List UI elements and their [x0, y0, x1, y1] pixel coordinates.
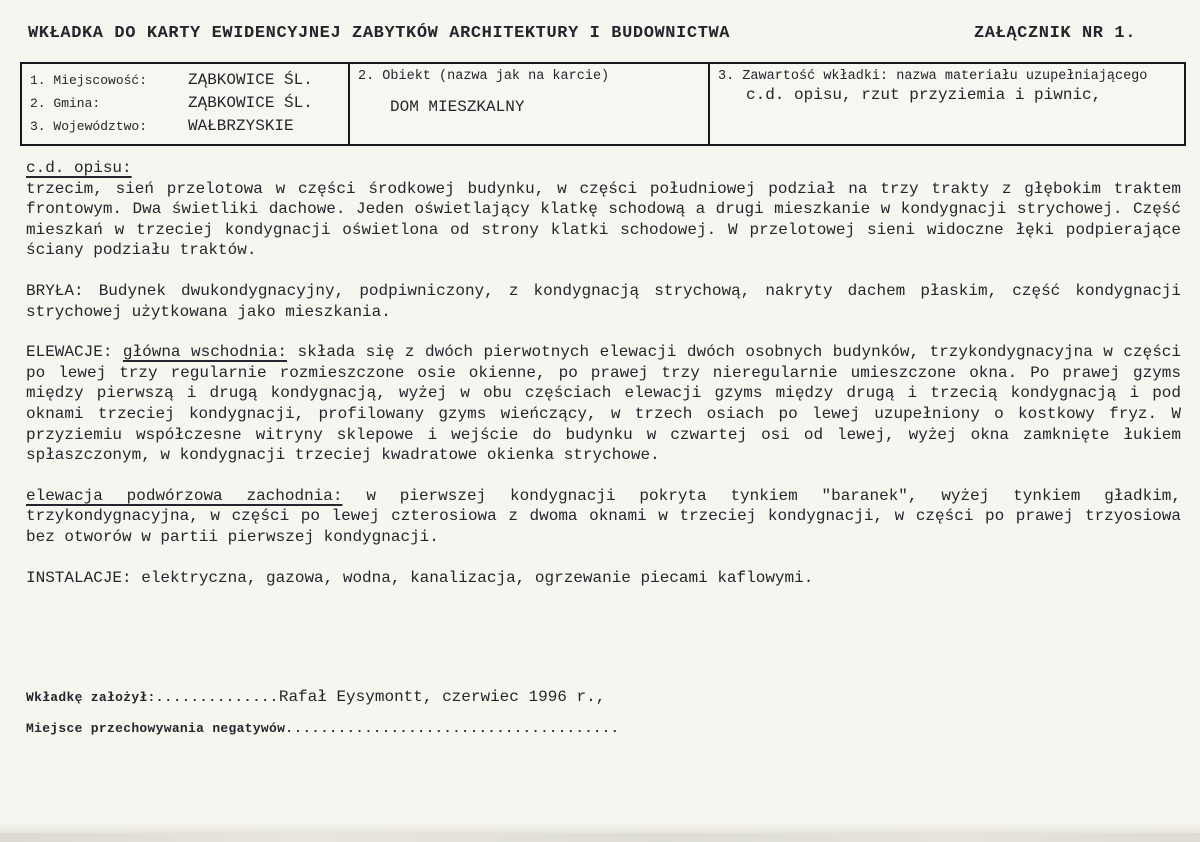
- paragraph-elewacja-zachodnia: [26, 486, 1181, 548]
- scan-edge-shadow: [0, 823, 1200, 833]
- paragraph-elewacje: [26, 342, 1181, 466]
- field-value-wojewodztwo: WAŁBRZYSKIE: [188, 117, 294, 135]
- paragraph-opis: trzecim, sień przelotowa w części środkowej budynku, w części południowej podział na trzy trakty z głębokim traktem frontowym. Dwa świetliki dachowe. Jeden oświetlający klatkę schodową a drugi mieszkanie w kondygnacji strychowej. Część mieszkań w trzeciej kondygnacji oświetlona od strony klatki schodowej. W przelotowej sieni widoczne łęki podpierające ściany podziału traktów.: [26, 179, 1181, 260]
- cell-contents: [708, 64, 1184, 144]
- elewacje-underlined-lead: główna wschodnia:: [122, 343, 288, 362]
- author-dots: ..............: [155, 690, 279, 706]
- negatives-line: [26, 719, 1186, 737]
- contents-label: 3. Zawartość wkładki: nazwa materiału uzupełniającego: [718, 69, 1148, 84]
- field-value-miejscowosc: ZĄBKOWICE ŚL.: [188, 71, 313, 89]
- object-value: DOM MIESZKALNY: [390, 98, 525, 116]
- scan-edge: [0, 833, 1200, 842]
- elewacje-prefix: ELEWACJE:: [26, 343, 123, 362]
- author-value: Rafał Eysymontt, czerwiec 1996 r.,: [278, 688, 606, 707]
- object-label: 2. Obiekt (nazwa jak na karcie): [358, 69, 610, 84]
- paragraph-bryla: BRYŁA: Budynek dwukondygnacyjny, podpiwniczony, z kondygnacją strychową, nakryty dachem płaskim, część kondygnacji strychowej użytkowana jako mieszkania.: [26, 281, 1181, 321]
- cell-object: [348, 64, 708, 144]
- negatives-dots: ......................................: [285, 721, 620, 737]
- zachodnia-text: w pierwszej kondygnacji pokryta tynkiem "baranek", wyżej tynkiem gładkim, trzykondygnacyjna, w części po lewej czterosiowa z dwoma oknami w trzeciej kondygnacji, w części po prawej trzyosiowa bez otworów w partii pierwszej kondygnacji.: [26, 486, 1182, 546]
- info-table: [20, 62, 1186, 146]
- field-label-wojewodztwo: 3. Województwo:: [30, 119, 148, 134]
- elewacje-text: składa się z dwóch pierwotnych elewacji dwóch osobnych budynków, trzykondygnacyjna w części po lewej trzy regularnie rozmieszczone osie okienne, po prawej trzy nieregularnie umieszczone okna. Po prawej gzyms między pierwszą i drugą kondygnacją, wyżej w obu częściach elewacji gzyms między drugą i trzecią kondygnacją i pod oknami trzeciej kondygnacji, profilowany gzyms wieńczący, w trzech osiach po lewej uzupełniony o kostkowy fryz. W przyziemiu współczesne witryny sklepowe i wejście do budynku w czwartej osi od lewej, wyżej okna zamknięte łukiem spłaszczonym, w kondygnacji trzeciej kwadratowe okienka strychowe.: [26, 343, 1182, 465]
- field-label-miejscowosc: 1. Miejscowość:: [30, 73, 148, 88]
- negatives-label: Miejsce przechowywania negatywów: [26, 721, 286, 737]
- section-heading-cd-opisu: c.d. opisu:: [26, 159, 132, 177]
- footer: [20, 688, 1186, 737]
- description-body: [20, 158, 1186, 588]
- author-line: [26, 688, 1186, 706]
- document-header: [20, 20, 1186, 43]
- annex-label: ZAŁĄCZNIK NR 1.: [973, 24, 1136, 43]
- field-row-wojewodztwo: [30, 115, 340, 138]
- cell-location: [22, 64, 348, 144]
- field-row-miejscowosc: [30, 69, 340, 92]
- field-row-gmina: [30, 92, 340, 115]
- field-value-gmina: ZĄBKOWICE ŚL.: [188, 94, 313, 112]
- author-label: Wkładkę założył:: [26, 690, 156, 706]
- document-title: WKŁADKA DO KARTY EWIDENCYJNEJ ZABYTKÓW ARCHITEKTURY I BUDOWNICTWA: [28, 24, 731, 43]
- contents-value: c.d. opisu, rzut przyziemia i piwnic,: [746, 86, 1102, 104]
- field-label-gmina: 2. Gmina:: [30, 96, 101, 111]
- paragraph-instalacje: INSTALACJE: elektryczna, gazowa, wodna, kanalizacja, ogrzewanie piecami kaflowymi.: [26, 568, 814, 587]
- zachodnia-underlined-lead: elewacja podwórzowa zachodnia:: [26, 486, 343, 505]
